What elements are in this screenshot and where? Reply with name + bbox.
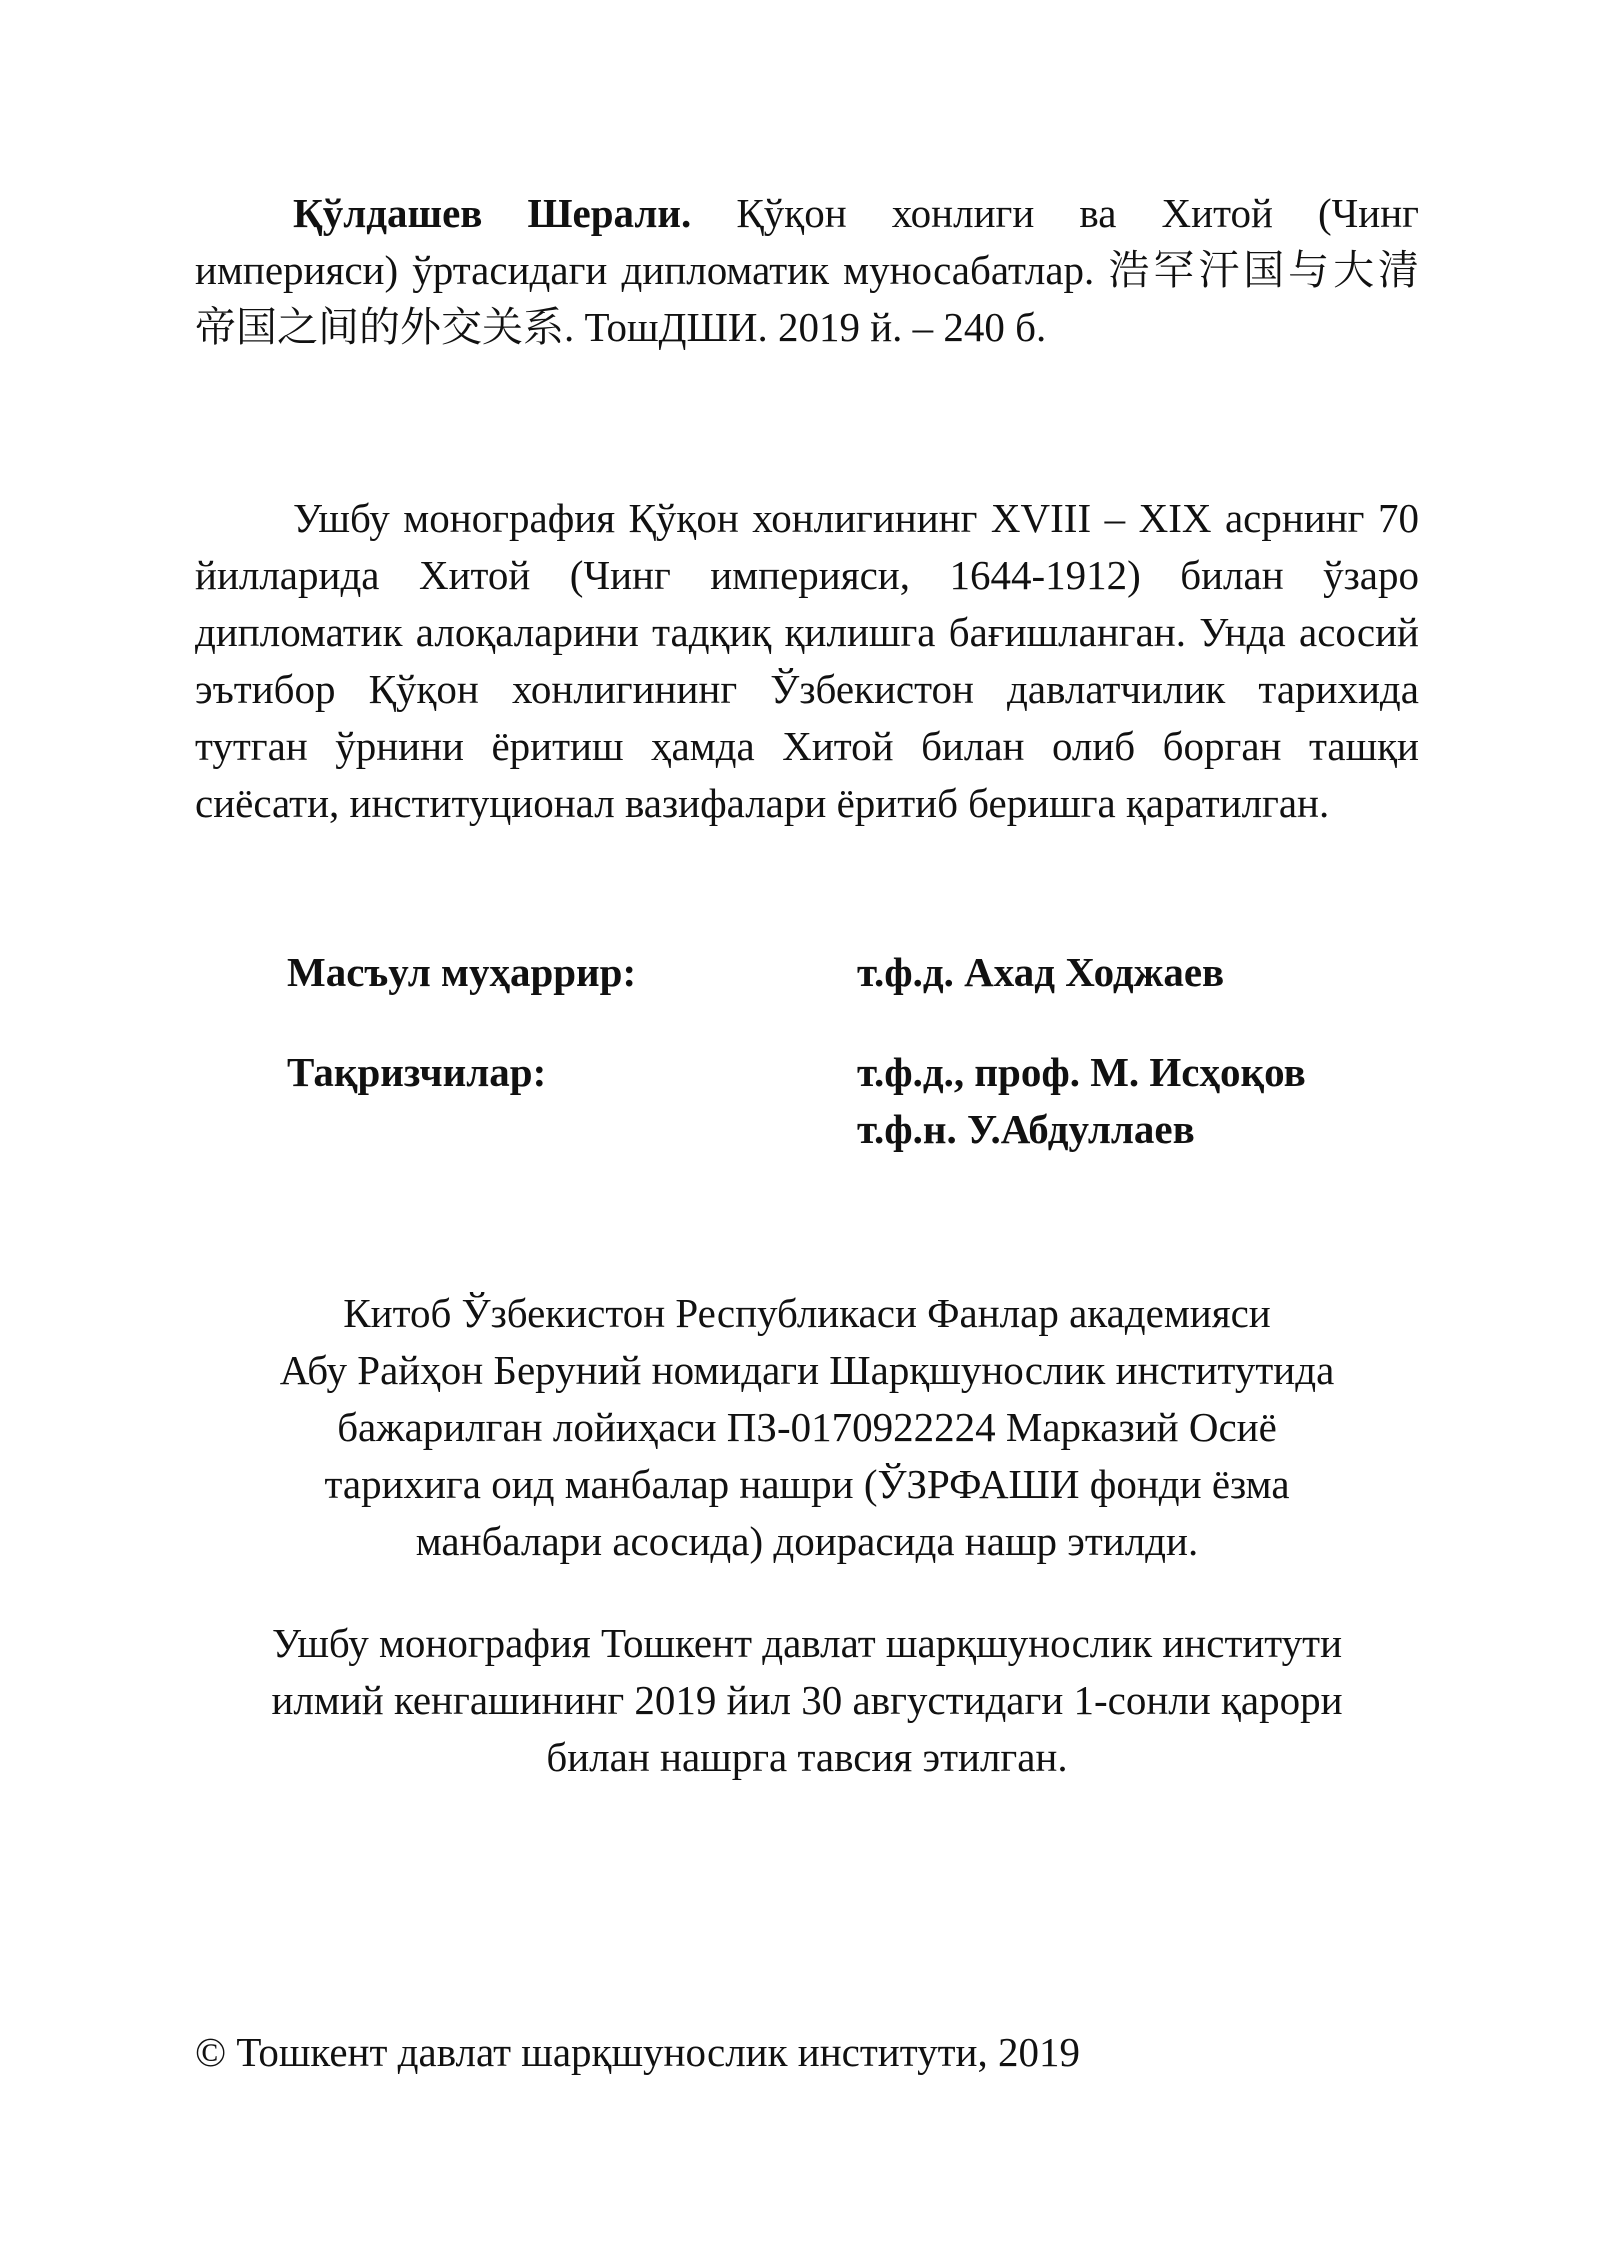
author-name: Қўлдашев Шерали. [293, 190, 692, 236]
approval-note [195, 1615, 1419, 1786]
abstract-paragraph: Ушбу монография Қўқон хонлигининг XVIII – XIX асрнинг 70 йилларида Хитой (Чинг империяси, 1644-1912) билан ўзаро дипломатик алоқаларини тадқиқ қилишга бағишланган. Унда асосий эътибор Қўқон хонлигининг Ўзбекистон давлатчилик тарихида тутган ўрнини ёритиш ҳамда Хитой билан олиб борган ташқи сиёсати, институционал вазифалари ёритиб беришга қаратилган. [195, 495, 1419, 826]
funding-note-line: тарихига оид манбалар нашри (ЎЗРФАШИ фонди ёзма [324, 1461, 1290, 1507]
reviewers-row [287, 1044, 1407, 1158]
bibliographic-entry [195, 185, 1419, 356]
editor-label: Масъул муҳаррир: [287, 949, 637, 995]
funding-note-line: Абу Райҳон Беруний номидаги Шарқшунослик институтида [279, 1347, 1335, 1393]
reviewer-name: т.ф.д., проф. М. Исҳоқов [857, 1049, 1306, 1095]
funding-note-line: манбалари асосида) доирасида нашр этилди. [415, 1518, 1199, 1564]
imprint-details: ТошДШИ. 2019 й. – 240 б. [584, 304, 1047, 350]
book-title-chinese: 浩罕汗国与大清帝国之间的外交关系. [195, 247, 1420, 350]
editor-name: т.ф.д. Ахад Ходжаев [857, 949, 1225, 995]
funding-note-line: бажарилган лойиҳаси ПЗ-0170922224 Марказий Осиё [337, 1404, 1277, 1450]
approval-note-line: Ушбу монография Тошкент давлат шарқшунослик институти [271, 1620, 1343, 1666]
reviewer-name: т.ф.н. У.Абдуллаев [857, 1106, 1195, 1152]
approval-note-line: билан нашрга тавсия этилган. [546, 1734, 1068, 1780]
credits-block [287, 944, 1407, 1201]
funding-note [195, 1285, 1419, 1570]
reviewers-label: Тақризчилар: [287, 1049, 547, 1095]
book-title-uzbek: Қўқон хонлиги ва Хитой (Чинг империяси) ўртасидаги дипломатик муносабатлар. [195, 190, 1419, 293]
funding-note-line: Китоб Ўзбекистон Республикаси Фанлар академияси [343, 1290, 1271, 1336]
editor-row [287, 944, 1407, 1001]
copyright-notice: © Тошкент давлат шарқшунослик институти, 2019 [195, 2029, 1080, 2075]
approval-note-line: илмий кенгашининг 2019 йил 30 августидаги 1-сонли қарори [271, 1677, 1343, 1723]
